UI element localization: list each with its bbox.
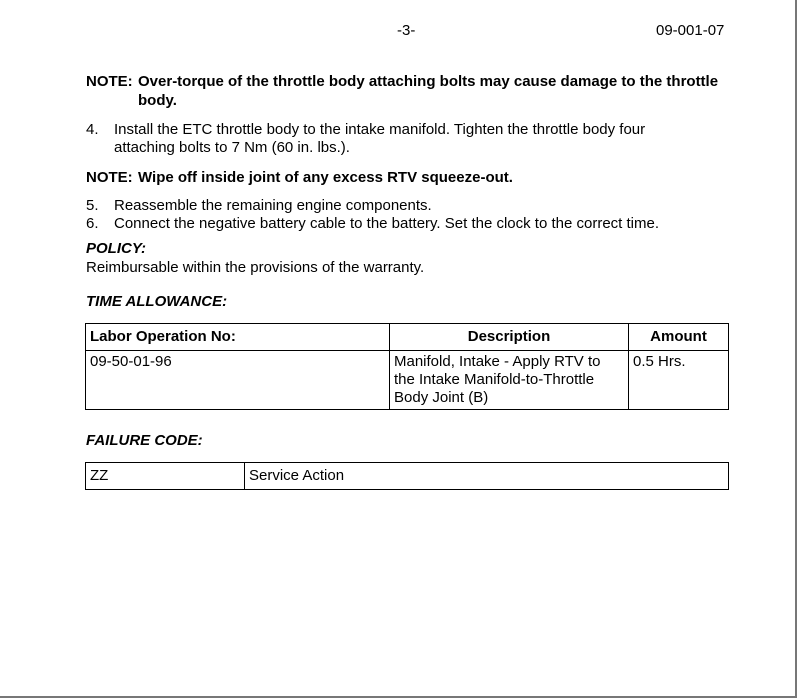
description-cell: Manifold, Intake - Apply RTV to the Intake Manifold-to-Throttle Body Joint (B) (390, 351, 629, 410)
step-6 (86, 215, 746, 233)
table-row (86, 463, 729, 490)
column-header-description: Description (390, 324, 629, 351)
time-allowance-heading: TIME ALLOWANCE: (86, 293, 228, 310)
note-over-torque (86, 72, 726, 110)
labor-op-cell: 09-50-01-96 (86, 351, 390, 410)
amount-cell: 0.5 Hrs. (629, 351, 729, 410)
note-label: NOTE: (86, 169, 133, 186)
policy-heading: POLICY: (86, 240, 147, 257)
step-text: Install the ETC throttle body to the intake manifold. Tighten the throttle body four attaching bolts to 7 Nm (60 in. lbs.). (114, 121, 646, 156)
step-text: Reassemble the remaining engine components. (114, 197, 432, 214)
step-number: 5. (86, 197, 99, 214)
step-number: 4. (86, 121, 99, 138)
column-header-amount: Amount (629, 324, 729, 351)
step-4 (86, 121, 706, 157)
policy-text: Reimbursable within the provisions of the warranty. (86, 259, 425, 276)
step-number: 6. (86, 215, 99, 232)
time-allowance-table (85, 323, 729, 410)
document-number: 09-001-07 (656, 22, 725, 39)
failure-code-cell: ZZ (86, 463, 245, 490)
note-text: Wipe off inside joint of any excess RTV squeeze-out. (138, 169, 513, 186)
note-label: NOTE: (86, 73, 133, 90)
column-header-labor-op: Labor Operation No: (86, 324, 390, 351)
note-wipe-rtv (86, 168, 726, 187)
failure-code-table (85, 462, 729, 490)
step-5 (86, 197, 726, 215)
table-header-row (86, 324, 729, 351)
table-row (86, 351, 729, 410)
page-number: -3- (397, 22, 416, 39)
failure-code-heading: FAILURE CODE: (86, 432, 203, 449)
failure-description-cell: Service Action (245, 463, 729, 490)
step-text: Connect the negative battery cable to the battery. Set the clock to the correct time. (114, 215, 660, 232)
note-text: Over-torque of the throttle body attaching bolts may cause damage to the throttle body. (138, 73, 719, 109)
